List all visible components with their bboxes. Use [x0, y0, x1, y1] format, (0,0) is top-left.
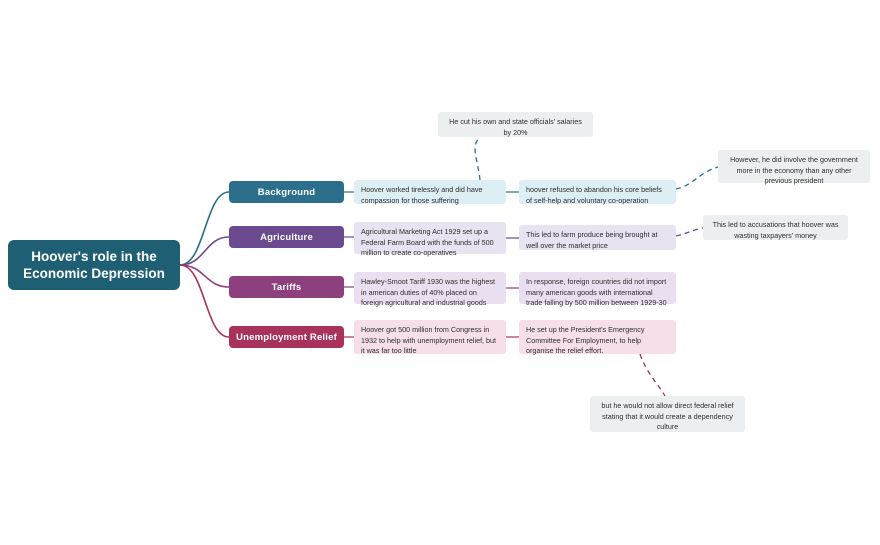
branch-agriculture[interactable]: Agriculture — [229, 226, 344, 248]
detail-background-2[interactable]: hoover refused to abandon his core beliefs of self-help and voluntary co-operation — [519, 180, 676, 204]
branch-tariffs[interactable]: Tariffs — [229, 276, 344, 298]
detail-unemployment-3[interactable]: but he would not allow direct federal relief stating that it would create a dependency culture — [590, 396, 745, 432]
detail-unemployment-2[interactable]: He set up the President's Emergency Committee For Employment, to help organise the relief effort. — [519, 320, 676, 354]
detail-background-1[interactable]: Hoover worked tirelessly and did have compassion for those suffering — [354, 180, 506, 204]
detail-unemployment-1[interactable]: Hoover got 500 million from Congress in 1932 to help with unemployment relief, but it was far too little — [354, 320, 506, 354]
branch-unemployment-relief[interactable]: Unemployment Relief — [229, 326, 344, 348]
detail-agriculture-3[interactable]: This led to accusations that hoover was wasting taxpayers' money — [703, 215, 848, 240]
detail-tariffs-1[interactable]: Hawley-Smoot Tariff 1930 was the highest in american duties of 40% placed on foreign agricultural and industrial goods — [354, 272, 506, 304]
detail-background-3[interactable]: However, he did involve the government more in the economy than any other previous president — [718, 150, 870, 183]
detail-agriculture-2[interactable]: This led to farm produce being brought at well over the market price — [519, 225, 676, 250]
detail-agriculture-1[interactable]: Agricultural Marketing Act 1929 set up a Federal Farm Board with the funds of 500 million to create co-operatives — [354, 222, 506, 254]
branch-background[interactable]: Background — [229, 181, 344, 203]
detail-tariffs-2[interactable]: In response, foreign countries did not import many american goods with international trade falling by 500 million between 1929-30 — [519, 272, 676, 304]
root-node[interactable]: Hoover's role in the Economic Depression — [8, 240, 180, 290]
detail-background-4[interactable]: He cut his own and state officials' salaries by 20% — [438, 112, 593, 137]
